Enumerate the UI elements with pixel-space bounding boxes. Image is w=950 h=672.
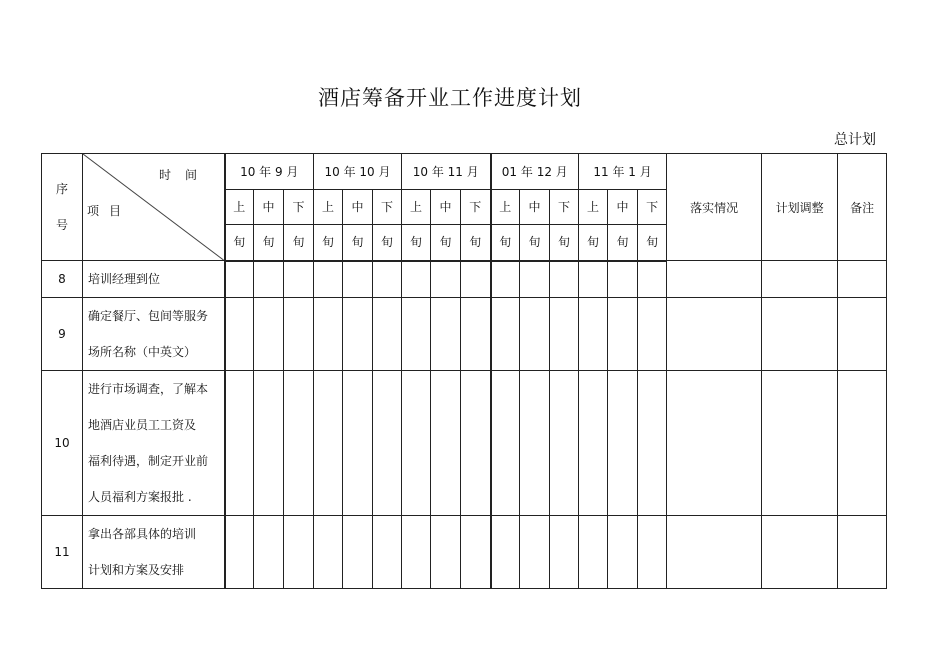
diag-item-label: 项目: [87, 204, 132, 218]
schedule-cell[interactable]: [579, 298, 608, 371]
xun-bottom-12: 旬: [579, 225, 608, 261]
table-row: [42, 516, 887, 589]
schedule-cell[interactable]: [343, 516, 373, 589]
row-item-line: 确定餐厅、包间等服务: [88, 309, 209, 323]
beizhu-header: 备注: [838, 154, 887, 261]
beizhu-cell[interactable]: [838, 261, 887, 298]
xun-bottom-0: 旬: [225, 225, 254, 261]
beizhu-cell[interactable]: [838, 516, 887, 589]
luoshi-cell[interactable]: [667, 371, 762, 516]
schedule-cell[interactable]: [520, 261, 550, 298]
row-item-line: 培训经理到位: [88, 272, 161, 286]
schedule-cell[interactable]: [343, 371, 373, 516]
row-item-line: 计划和方案及安排: [88, 563, 185, 577]
xun-bottom-11: 旬: [550, 225, 579, 261]
schedule-cell[interactable]: [373, 371, 402, 516]
row-item-line: 福利待遇，制定开业前: [88, 454, 209, 468]
schedule-cell[interactable]: [579, 371, 608, 516]
schedule-cell[interactable]: [284, 261, 314, 298]
schedule-cell[interactable]: [402, 516, 431, 589]
schedule-cell[interactable]: [373, 516, 402, 589]
month-header-2: 10 年 10 月: [314, 154, 402, 190]
row-seq: 8: [42, 261, 83, 298]
tiaozheng-cell[interactable]: [762, 298, 838, 371]
xun-top-10: 中: [520, 190, 550, 225]
row-item-line: 场所名称（中英文）: [88, 345, 197, 359]
schedule-cell[interactable]: [343, 298, 373, 371]
row-item: [83, 261, 225, 298]
schedule-cell[interactable]: [550, 298, 579, 371]
document-title: 酒店筹备开业工作进度计划: [318, 86, 582, 110]
tiaozheng-cell[interactable]: [762, 261, 838, 298]
xun-top-11: 下: [550, 190, 579, 225]
schedule-cell[interactable]: [550, 371, 579, 516]
xun-top-1: 中: [254, 190, 284, 225]
table-row: [42, 371, 887, 516]
schedule-cell[interactable]: [373, 261, 402, 298]
schedule-cell[interactable]: [314, 261, 343, 298]
luoshi-cell[interactable]: [667, 298, 762, 371]
xun-top-5: 下: [373, 190, 402, 225]
xun-bottom-2: 旬: [284, 225, 314, 261]
schedule-cell[interactable]: [638, 298, 667, 371]
row-item-line: 进行市场调查，了解本: [88, 382, 209, 396]
schedule-cell[interactable]: [314, 371, 343, 516]
schedule-cell[interactable]: [314, 516, 343, 589]
schedule-cell[interactable]: [491, 516, 520, 589]
seq-header: 序 号: [42, 154, 83, 261]
table-row: [42, 298, 887, 371]
schedule-cell[interactable]: [608, 298, 638, 371]
schedule-cell[interactable]: [491, 298, 520, 371]
schedule-cell[interactable]: [461, 516, 491, 589]
xun-top-14: 下: [638, 190, 667, 225]
schedule-cell[interactable]: [225, 261, 254, 298]
xun-top-2: 下: [284, 190, 314, 225]
schedule-cell[interactable]: [284, 298, 314, 371]
xun-top-9: 上: [491, 190, 520, 225]
schedule-cell[interactable]: [491, 371, 520, 516]
schedule-cell[interactable]: [431, 516, 461, 589]
schedule-cell[interactable]: [314, 298, 343, 371]
luoshi-cell[interactable]: [667, 261, 762, 298]
schedule-cell[interactable]: [608, 261, 638, 298]
schedule-cell[interactable]: [431, 298, 461, 371]
xun-top-12: 上: [579, 190, 608, 225]
row-item-line: 拿出各部具体的培训: [88, 527, 197, 541]
schedule-cell[interactable]: [254, 371, 284, 516]
xun-bottom-9: 旬: [491, 225, 520, 261]
schedule-cell[interactable]: [579, 261, 608, 298]
xun-bottom-5: 旬: [373, 225, 402, 261]
schedule-cell[interactable]: [520, 371, 550, 516]
xun-bottom-10: 旬: [520, 225, 550, 261]
xun-bottom-6: 旬: [402, 225, 431, 261]
beizhu-cell[interactable]: [838, 371, 887, 516]
xun-bottom-1: 旬: [254, 225, 284, 261]
schedule-cell[interactable]: [284, 516, 314, 589]
schedule-cell[interactable]: [461, 371, 491, 516]
xun-top-8: 下: [461, 190, 491, 225]
diag-time-label: 时间: [158, 168, 211, 182]
schedule-cell[interactable]: [373, 298, 402, 371]
row-item: [83, 516, 225, 589]
schedule-cell[interactable]: [225, 371, 254, 516]
row-item-line: 地酒店业员工工资及: [88, 418, 197, 432]
month-header-4: 01 年 12 月: [491, 154, 579, 190]
row-seq: 10: [42, 371, 83, 516]
schedule-cell[interactable]: [343, 261, 373, 298]
schedule-cell[interactable]: [520, 516, 550, 589]
schedule-cell[interactable]: [284, 371, 314, 516]
tiaozheng-cell[interactable]: [762, 371, 838, 516]
row-item-line: 人员福利方案报批 .: [88, 490, 192, 504]
diagonal-header: [83, 154, 225, 261]
schedule-cell[interactable]: [461, 298, 491, 371]
schedule-cell[interactable]: [225, 516, 254, 589]
schedule-cell[interactable]: [254, 516, 284, 589]
row-seq: 11: [42, 516, 83, 589]
schedule-cell[interactable]: [402, 371, 431, 516]
xun-top-0: 上: [225, 190, 254, 225]
schedule-cell[interactable]: [520, 298, 550, 371]
schedule-cell[interactable]: [608, 371, 638, 516]
schedule-cell[interactable]: [431, 261, 461, 298]
xun-bottom-4: 旬: [343, 225, 373, 261]
xun-top-7: 中: [431, 190, 461, 225]
schedule-table: [41, 153, 887, 589]
table-row: [42, 261, 887, 298]
beizhu-cell[interactable]: [838, 298, 887, 371]
header-row-months: [42, 154, 887, 190]
schedule-cell[interactable]: [550, 516, 579, 589]
row-seq: 9: [42, 298, 83, 371]
schedule-cell[interactable]: [579, 516, 608, 589]
document-subtitle: 总计划: [834, 132, 876, 148]
schedule-cell[interactable]: [461, 261, 491, 298]
xun-bottom-8: 旬: [461, 225, 491, 261]
xun-bottom-14: 旬: [638, 225, 667, 261]
schedule-cell[interactable]: [638, 261, 667, 298]
row-item: [83, 298, 225, 371]
schedule-cell[interactable]: [254, 261, 284, 298]
month-header-1: 10 年 9 月: [225, 154, 314, 190]
schedule-cell[interactable]: [638, 516, 667, 589]
schedule-cell[interactable]: [431, 371, 461, 516]
xun-bottom-13: 旬: [608, 225, 638, 261]
schedule-cell[interactable]: [550, 261, 579, 298]
xun-top-6: 上: [402, 190, 431, 225]
xun-top-13: 中: [608, 190, 638, 225]
month-header-5: 11 年 1 月: [579, 154, 667, 190]
xun-top-3: 上: [314, 190, 343, 225]
xun-bottom-3: 旬: [314, 225, 343, 261]
schedule-cell[interactable]: [254, 298, 284, 371]
schedule-cell[interactable]: [225, 298, 254, 371]
luoshi-cell[interactable]: [667, 516, 762, 589]
row-item: [83, 371, 225, 516]
xun-top-4: 中: [343, 190, 373, 225]
schedule-cell[interactable]: [402, 298, 431, 371]
schedule-cell[interactable]: [491, 261, 520, 298]
tiaozheng-cell[interactable]: [762, 516, 838, 589]
schedule-cell[interactable]: [608, 516, 638, 589]
schedule-cell[interactable]: [638, 371, 667, 516]
tiaozheng-header: 计划调整: [762, 154, 838, 261]
schedule-cell[interactable]: [402, 261, 431, 298]
xun-bottom-7: 旬: [431, 225, 461, 261]
month-header-3: 10 年 11 月: [402, 154, 491, 190]
luoshi-header: 落实情况: [667, 154, 762, 261]
